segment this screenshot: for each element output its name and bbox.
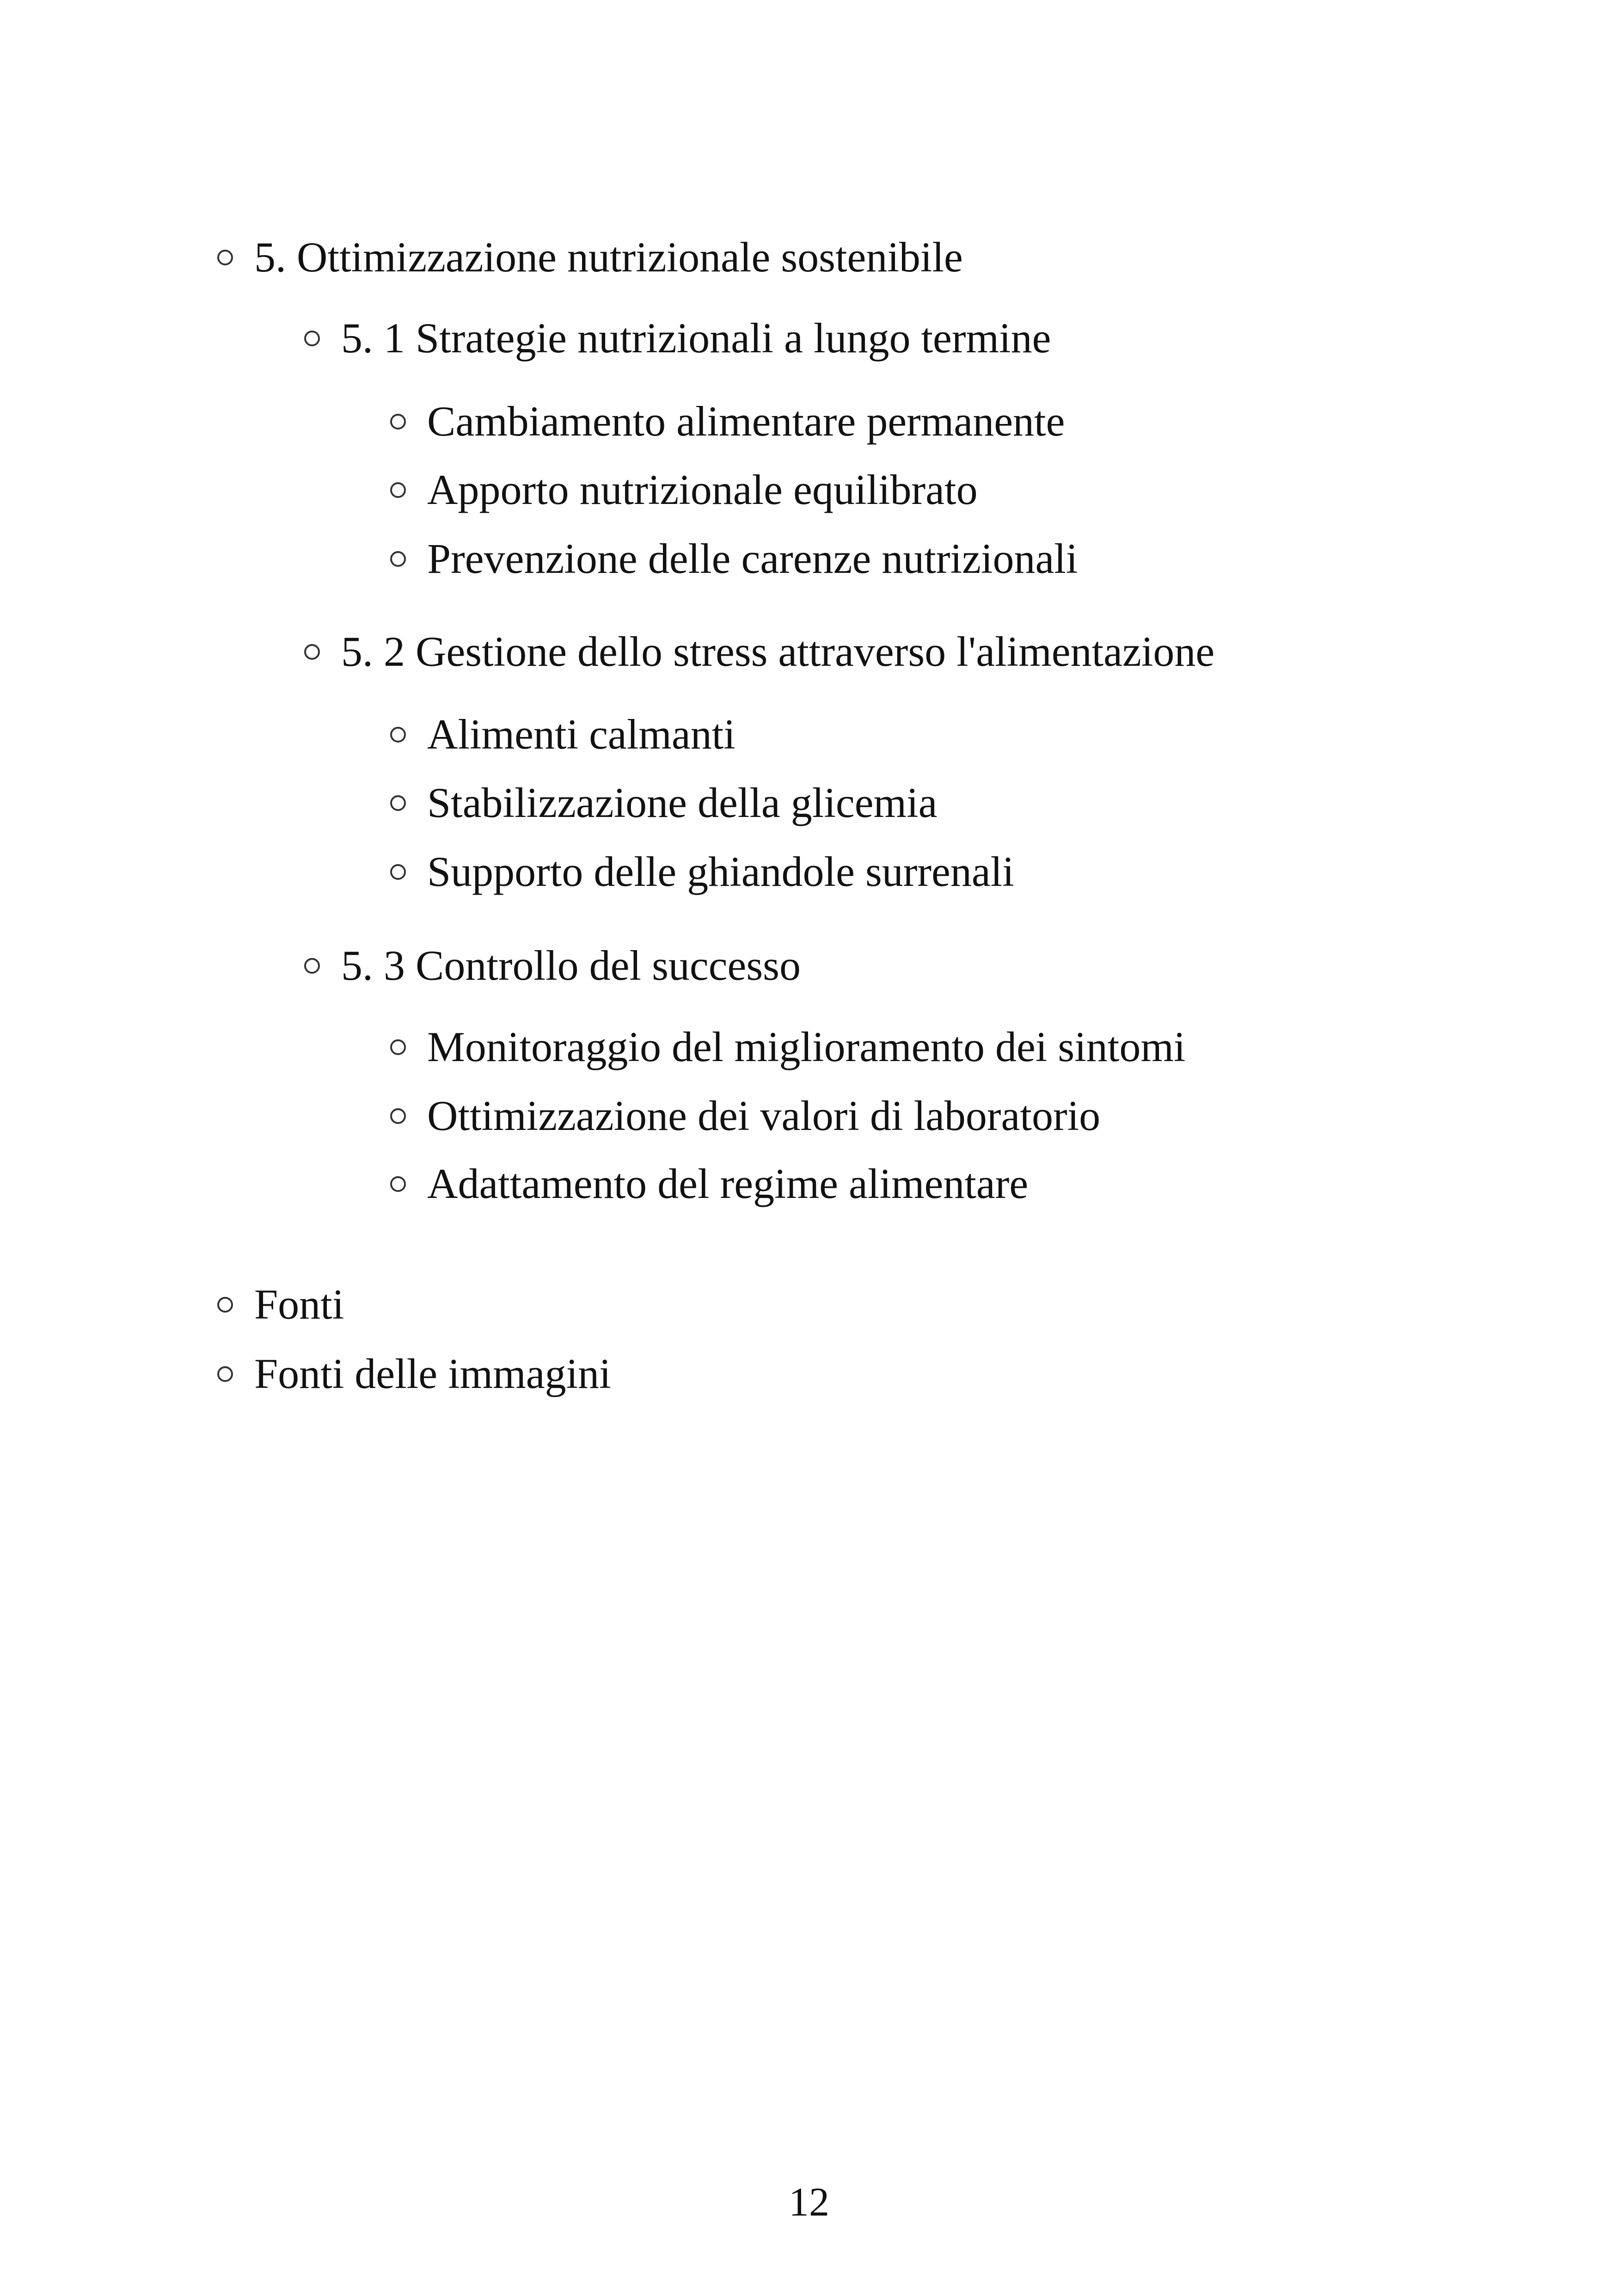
toc-item-label: 5. 2 Gestione dello stress attraverso l'alimentazione <box>341 628 1215 675</box>
hollow-circle-bullet-icon <box>390 482 406 498</box>
hollow-circle-bullet-icon <box>390 414 406 430</box>
hollow-circle-bullet-icon <box>390 1039 406 1055</box>
hollow-circle-bullet-icon <box>390 551 406 567</box>
toc-item-label: Supporto delle ghiandole surrenali <box>427 848 1014 895</box>
hollow-circle-bullet-icon <box>217 1366 233 1382</box>
hollow-circle-bullet-icon <box>390 727 406 743</box>
toc-item-label: Cambiamento alimentare permanente <box>427 398 1065 445</box>
hollow-circle-bullet-icon <box>390 1176 406 1192</box>
hollow-circle-bullet-icon <box>390 795 406 811</box>
toc-item-label: Alimenti calmanti <box>427 711 735 758</box>
toc-item-label: Stabilizzazione della glicemia <box>427 779 938 826</box>
hollow-circle-bullet-icon <box>217 250 233 265</box>
hollow-circle-bullet-icon <box>390 864 406 880</box>
hollow-circle-bullet-icon <box>304 958 320 974</box>
page-number: 12 <box>789 2180 829 2225</box>
toc-item-label: Prevenzione delle carenze nutrizionali <box>427 535 1078 582</box>
toc-item-label: 5. 3 Controllo del successo <box>341 942 801 989</box>
toc-item-label: Fonti <box>254 1281 344 1328</box>
hollow-circle-bullet-icon <box>304 331 320 346</box>
hollow-circle-bullet-icon <box>390 1108 406 1124</box>
toc-item-label: 5. 1 Strategie nutrizionali a lungo termine <box>341 314 1051 362</box>
toc-item-label: 5. Ottimizzazione nutrizionale sostenibile <box>254 233 963 281</box>
toc-item-label: Ottimizzazione dei valori di laboratorio <box>427 1092 1101 1139</box>
toc-item-label: Apporto nutrizionale equilibrato <box>427 466 978 513</box>
hollow-circle-bullet-icon <box>304 644 320 660</box>
toc-item-label: Adattamento del regime alimentare <box>427 1160 1029 1207</box>
toc-item-label: Monitoraggio del miglioramento dei sintomi <box>427 1023 1186 1070</box>
hollow-circle-bullet-icon <box>217 1297 233 1313</box>
toc-item-label: Fonti delle immagini <box>254 1350 611 1397</box>
